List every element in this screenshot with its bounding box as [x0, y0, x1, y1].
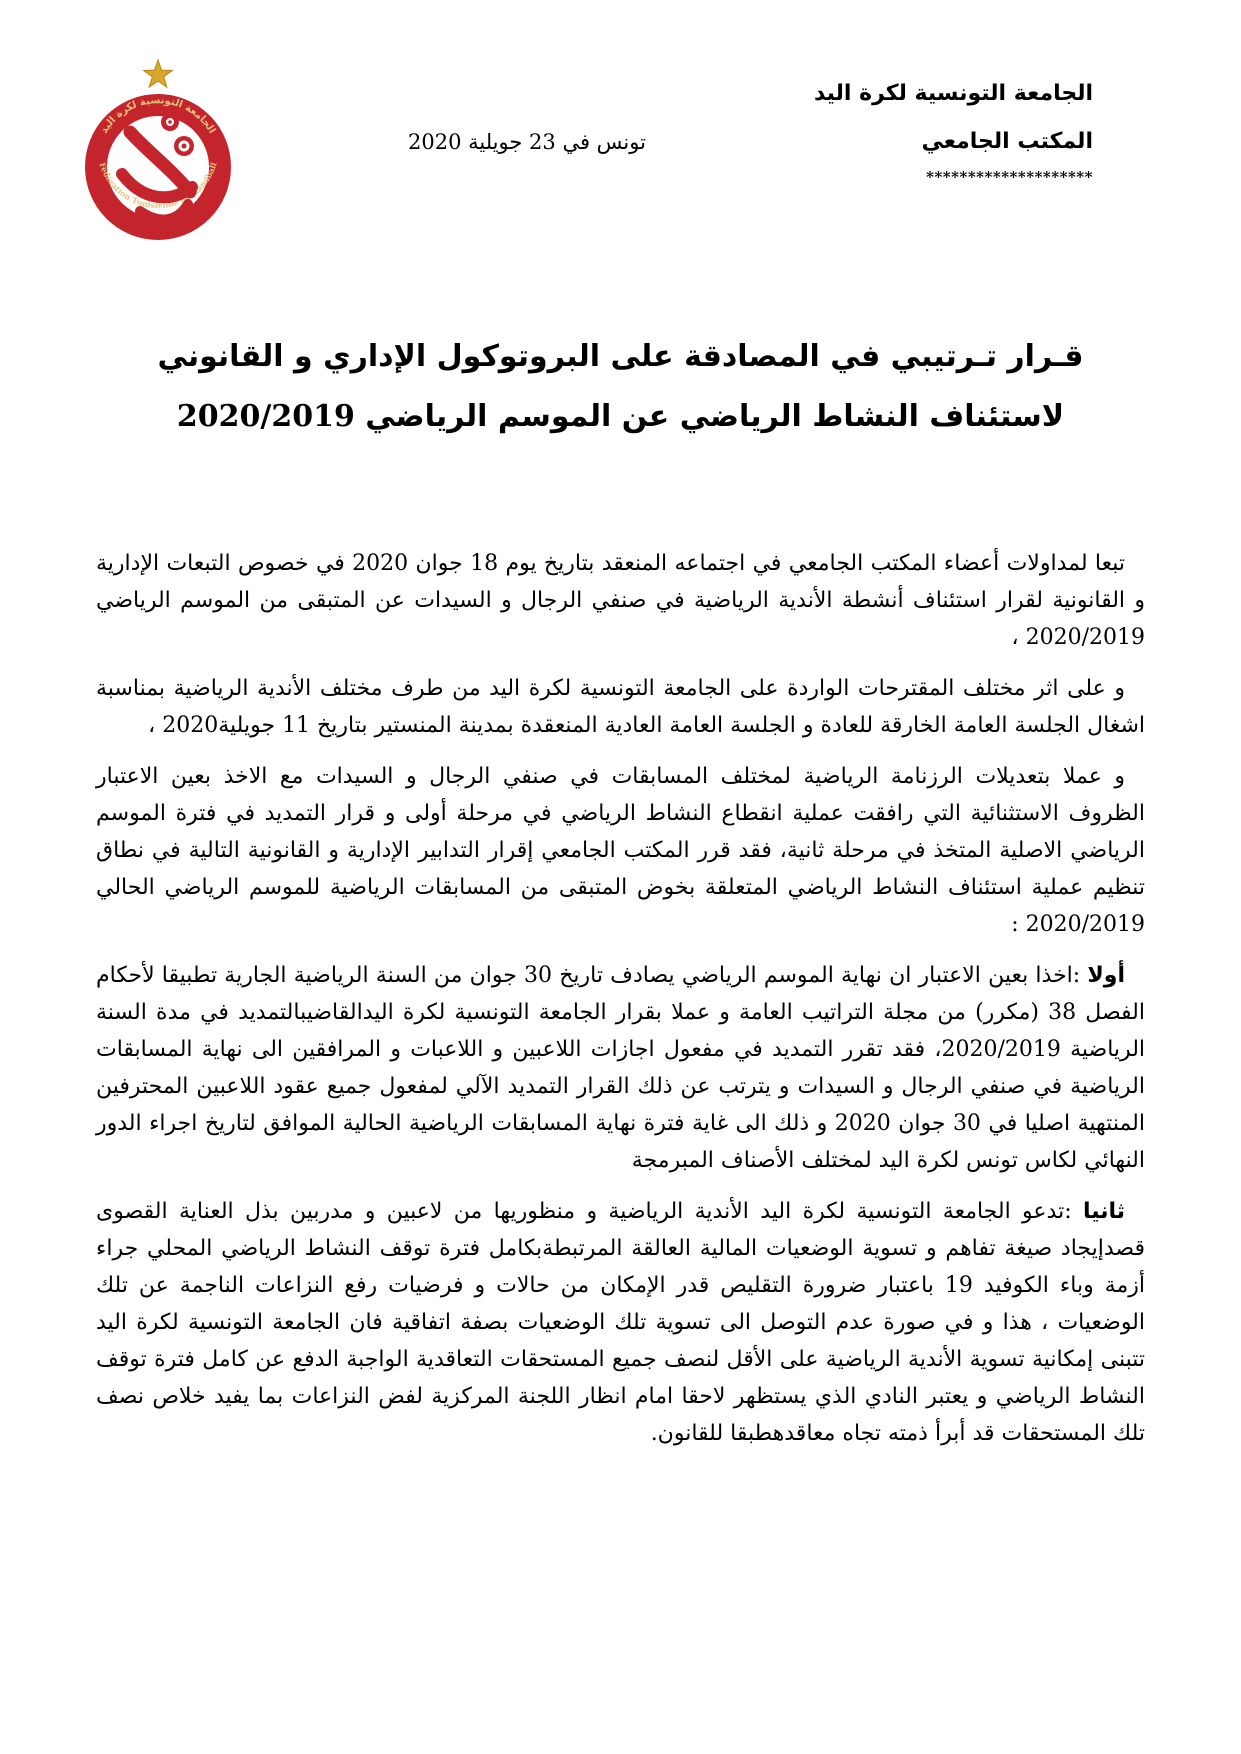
office-name: المكتب الجامعي	[921, 128, 1093, 154]
federation-logo	[84, 54, 232, 248]
paragraph-clause-first	[96, 957, 1145, 1179]
paragraph-preamble-2	[96, 670, 1145, 744]
federation-logo-graphic	[84, 54, 232, 248]
logo-top-arc-text: الجامعة التونسية لكرة اليد	[98, 95, 218, 136]
logo-bottom-arc-text: Fédération Tunisienne de Handball	[97, 161, 219, 211]
document-body	[96, 545, 1145, 1452]
paragraph-preamble-3	[96, 758, 1145, 943]
paragraph-text: :تدعو الجامعة التونسية لكرة اليد الأندية الرياضية و منظوريها من لاعبين و مدربين بذل العناية القصوى قصدإيجاد صيغة تفاهم و تسوية الوضعيات المالية العالقة المرتبطةبكامل فترة توقف النشاط الرياضي المحلي جراء أزمة وباء الكوفيد 19 باعتبار ضرورة التقليص قدر الإمكان من حالات و فرضيات رفع النزاعات الناجمة عن تلك الوضعيات ، هذا و في صورة عدم التوصل الى تسوية تلك الوضعيات بصفة اتفاقية فان الجامعة التونسية لكرة اليد تتبنى إمكانية تسوية الأندية الرياضية على الأقل لنصف جميع المستحقات التعاقدية الواجبة الدفع عن كامل فترة توقف النشاط الرياضي و يعتبر النادي الذي يستظهر لاحقا امام انظار اللجنة المركزية لفض النزاعات بما يفيد خلاص نصف تلك المستحقات قد أبرأ ذمته تجاه معاقدهطبقا للقانون.	[96, 1199, 1145, 1446]
document-title	[96, 327, 1145, 447]
paragraph-text: و على اثر مختلف المقترحات الواردة على الجامعة التونسية لكرة اليد من طرف مختلف الأندية الرياضية بمناسبة اشغال الجلسة العامة الخارقة للعادة و الجلسة العامة العادية المنعقدة بمدينة المنستير بتاريخ 11 جويلية2020 ،	[96, 676, 1145, 738]
paragraph-text: :اخذا بعين الاعتبار ان نهاية الموسم الرياضي يصادف تاريخ 30 جوان من السنة الرياضية الجارية تطبيقا لأحكام الفصل 38 (مكرر) من مجلة التراتيب العامة و عملا بقرار الجامعة التونسية لكرة اليدالقاضيبالتمديد في مدة السنة الرياضية 2020/2019، فقد تقرر التمديد في مفعول اجازات اللاعبين و اللاعبات و المرافقين الى نهاية المسابقات الرياضية في صنفي الرجال و السيدات و يترتب عن ذلك القرار التمديد الآلي لمفعول جميع عقود اللاعبين المحترفين المنتهية اصليا في 30 جوان 2020 و ذلك الى غاية فترة نهاية المسابقات الرياضية الحالية الموافق لتاريخ اجراء الدور النهائي لكاس تونس لكرة اليد لمختلف الأصناف المبرمجة	[96, 963, 1146, 1173]
star-icon	[144, 60, 173, 87]
letterhead	[814, 80, 1093, 186]
document-content	[96, 327, 1145, 1466]
separator-line: ********************	[926, 168, 1093, 186]
org-name: الجامعة التونسية لكرة اليد	[813, 80, 1093, 106]
paragraph-lead-awalan: أولا	[1087, 962, 1125, 988]
paragraph-text: تبعا لمداولات أعضاء المكتب الجامعي في اجتماعه المنعقد بتاريخ يوم 18 جوان 2020 في خصوص التبعات الإدارية و القانونية لقرار استئناف أنشطة الأندية الرياضية في صنفي الرجال و السيدات عن المتبقى من الموسم الرياضي 2020/2019 ،	[96, 551, 1145, 650]
date-line: تونس في 23 جويلية 2020	[408, 130, 646, 154]
title-line-2: لاستئناف النشاط الرياضي عن الموسم الرياضي 2020/2019	[176, 399, 1065, 434]
title-line-1: قـرار تـرتيبي في المصادقة على البروتوكول الإداري و القانوني	[157, 339, 1084, 374]
paragraph-text: و عملا بتعديلات الرزنامة الرياضية لمختلف المسابقات في صنفي الرجال و السيدات مع الاخذ بعين الاعتبار الظروف الاستثنائية التي رافقت عملية انقطاع النشاط الرياضي في مرحلة أولى و قرار التمديد في فترة الموسم الرياضي الاصلية المتخذ في مرحلة ثانية، فقد قرر المكتب الجامعي إقرار التدابير الإدارية و القانونية التالية في نطاق تنظيم عملية استئناف النشاط الرياضي المتعلقة بخوض المتبقى من المسابقات الرياضية للموسم الرياضي الحالي 2020/2019 :	[96, 764, 1145, 937]
paragraph-lead-thanian: ثانيا	[1082, 1198, 1125, 1224]
paragraph-clause-second	[96, 1193, 1145, 1452]
paragraph-preamble-1	[96, 545, 1145, 656]
